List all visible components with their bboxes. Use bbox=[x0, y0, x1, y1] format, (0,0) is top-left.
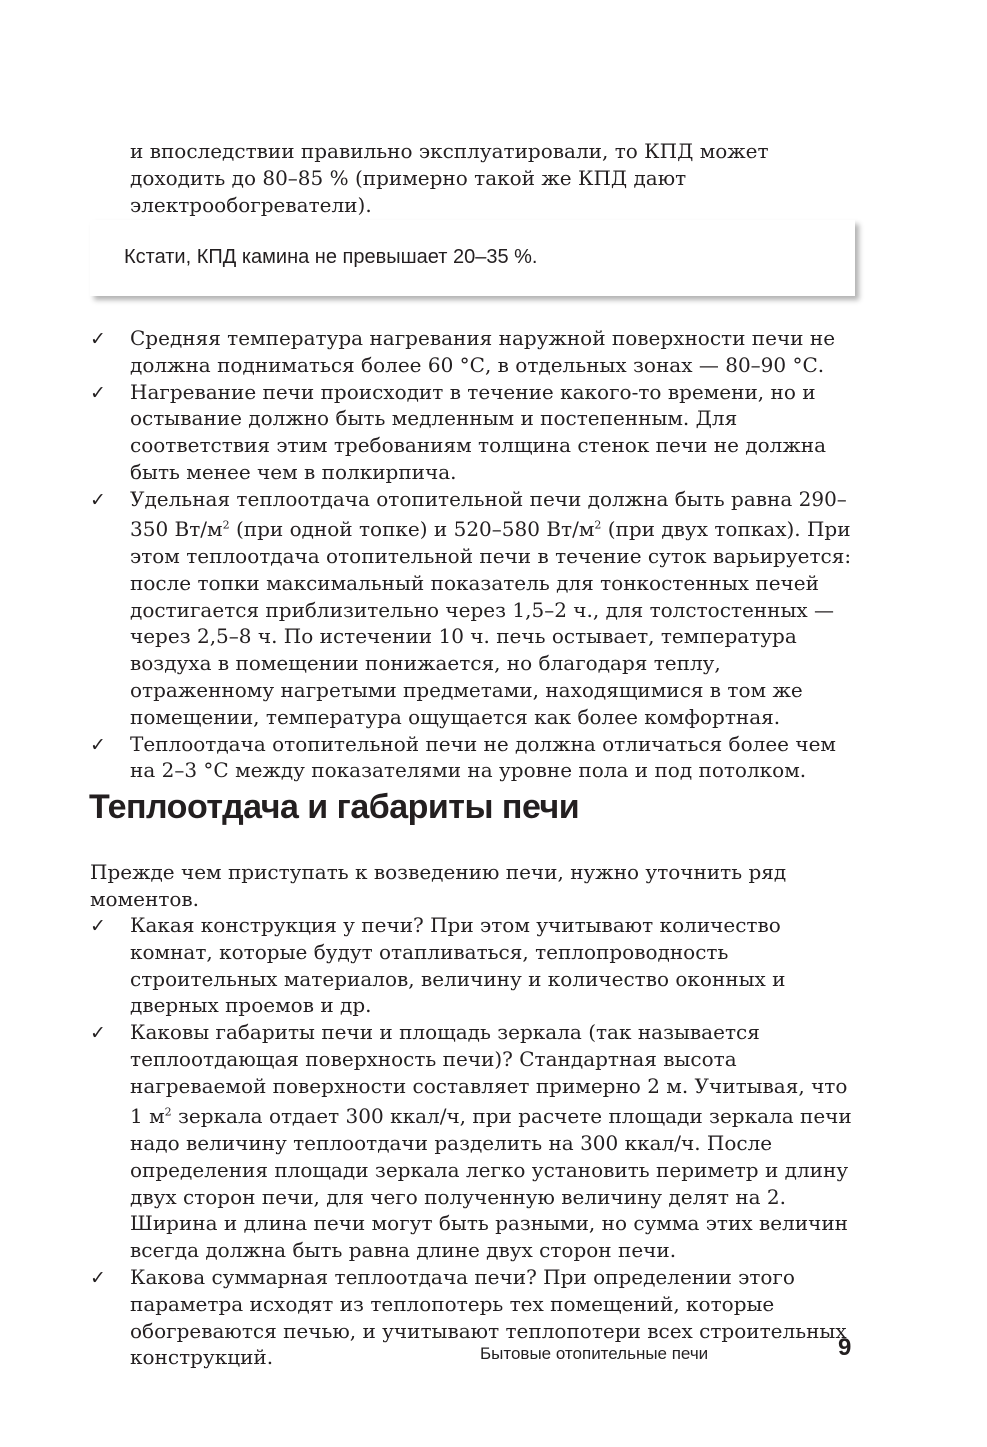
list-item bbox=[90, 1019, 865, 1264]
check-icon: ✓ bbox=[90, 733, 106, 756]
questions-list bbox=[90, 912, 865, 1371]
list-item-text: Какая конструкция у печи? При этом учитывают количество комнат, которые будут отапливаться, теплопроводность строительных материалов, величину и количество оконных и дверных проемов и др. bbox=[130, 913, 786, 1018]
check-icon: ✓ bbox=[90, 915, 106, 937]
check-icon: ✓ bbox=[90, 1267, 106, 1290]
list-item-text: Нагревание печи происходит в течение какого-то времени, но и остывание должно быть медленным и постепенным. Для соответствия этим требованиям толщина стенок печи не должна быть менее чем в полкирпича. bbox=[130, 379, 826, 484]
check-icon: ✓ bbox=[90, 328, 106, 350]
check-icon: ✓ bbox=[90, 1022, 106, 1045]
list-item bbox=[90, 1264, 865, 1371]
page-number: 9 bbox=[838, 1334, 852, 1361]
note-box bbox=[90, 220, 855, 296]
check-icon: ✓ bbox=[90, 381, 106, 404]
list-item-text: Каковы габариты печи и площадь зеркала (так называется теплоотдающая поверхность печи)? Стандартная высота нагреваемой поверхности составляет примерно 2 м. Учитывая, что 1 $м^2$ зеркала отдает 300 ккал/ч, при расчете площади зеркала печи надо величину теплоотдачи разделить на 300 ккал/ч. После определения площади зеркала легко установить периметр и длину двух сторон печи, для чего полученную величину делят на 2. Ширина и длина печи могут быть разными, но сумма этих величин всегда должна быть равна длине двух сторон печи. bbox=[130, 1020, 852, 1263]
list-item-text: Удельная теплоотдача отопительной печи должна быть равна 290–350 $Вт/м^2$ (при одной топке) и 520–580 $Вт/м^2$ (при двух топках). При этом теплоотдача отопительной печи в течение суток варьируется: после топки максимальный показатель для тонкостенных печей достигается приблизительно через 1,5–2 ч., для толстостенных — через 2,5–8 ч. По истечении 10 ч. печь остывает, температура воздуха в помещении понижается, но благодаря теплу, отраженному нагретыми предметами, находящимися в том же помещении, температура ощущается как более комфортная. bbox=[130, 486, 852, 729]
check-icon: ✓ bbox=[90, 488, 106, 511]
list-item-text: Какова суммарная теплоотдача печи? При определении этого параметра исходят из теплопотерь тех помещений, которые обогреваются печью, и учитывают теплопотери всех строительных конструкций. bbox=[130, 1265, 847, 1370]
list-item bbox=[90, 731, 865, 785]
list-item bbox=[90, 325, 865, 379]
list-item-text: Средняя температура нагревания наружной поверхности печи не должна подниматься более 60 °С, в отдельных зонах — 80–90 °С. bbox=[130, 326, 836, 377]
requirements-list bbox=[90, 325, 865, 784]
list-item bbox=[90, 912, 865, 1019]
section-lead: Прежде чем приступать к возведению печи, нужно уточнить ряд моментов. bbox=[90, 860, 787, 911]
list-item bbox=[90, 486, 865, 731]
list-item-text: Теплоотдача отопительной печи не должна отличаться более чем на 2–3 °С между показателями на уровне пола и под потолком. bbox=[130, 731, 836, 783]
running-footer-title: Бытовые отопительные печи bbox=[480, 1344, 709, 1363]
note-text: Кстати, КПД камина не превышает 20–35 %. bbox=[124, 246, 538, 268]
intro-paragraph: и впоследствии правильно эксплуатировали, то КПД может доходить до 80–85 % (примерно такой же КПД дают электрообогреватели). bbox=[130, 139, 769, 217]
list-item bbox=[90, 379, 865, 486]
section-heading: Теплоотдача и габариты печи bbox=[89, 788, 580, 826]
